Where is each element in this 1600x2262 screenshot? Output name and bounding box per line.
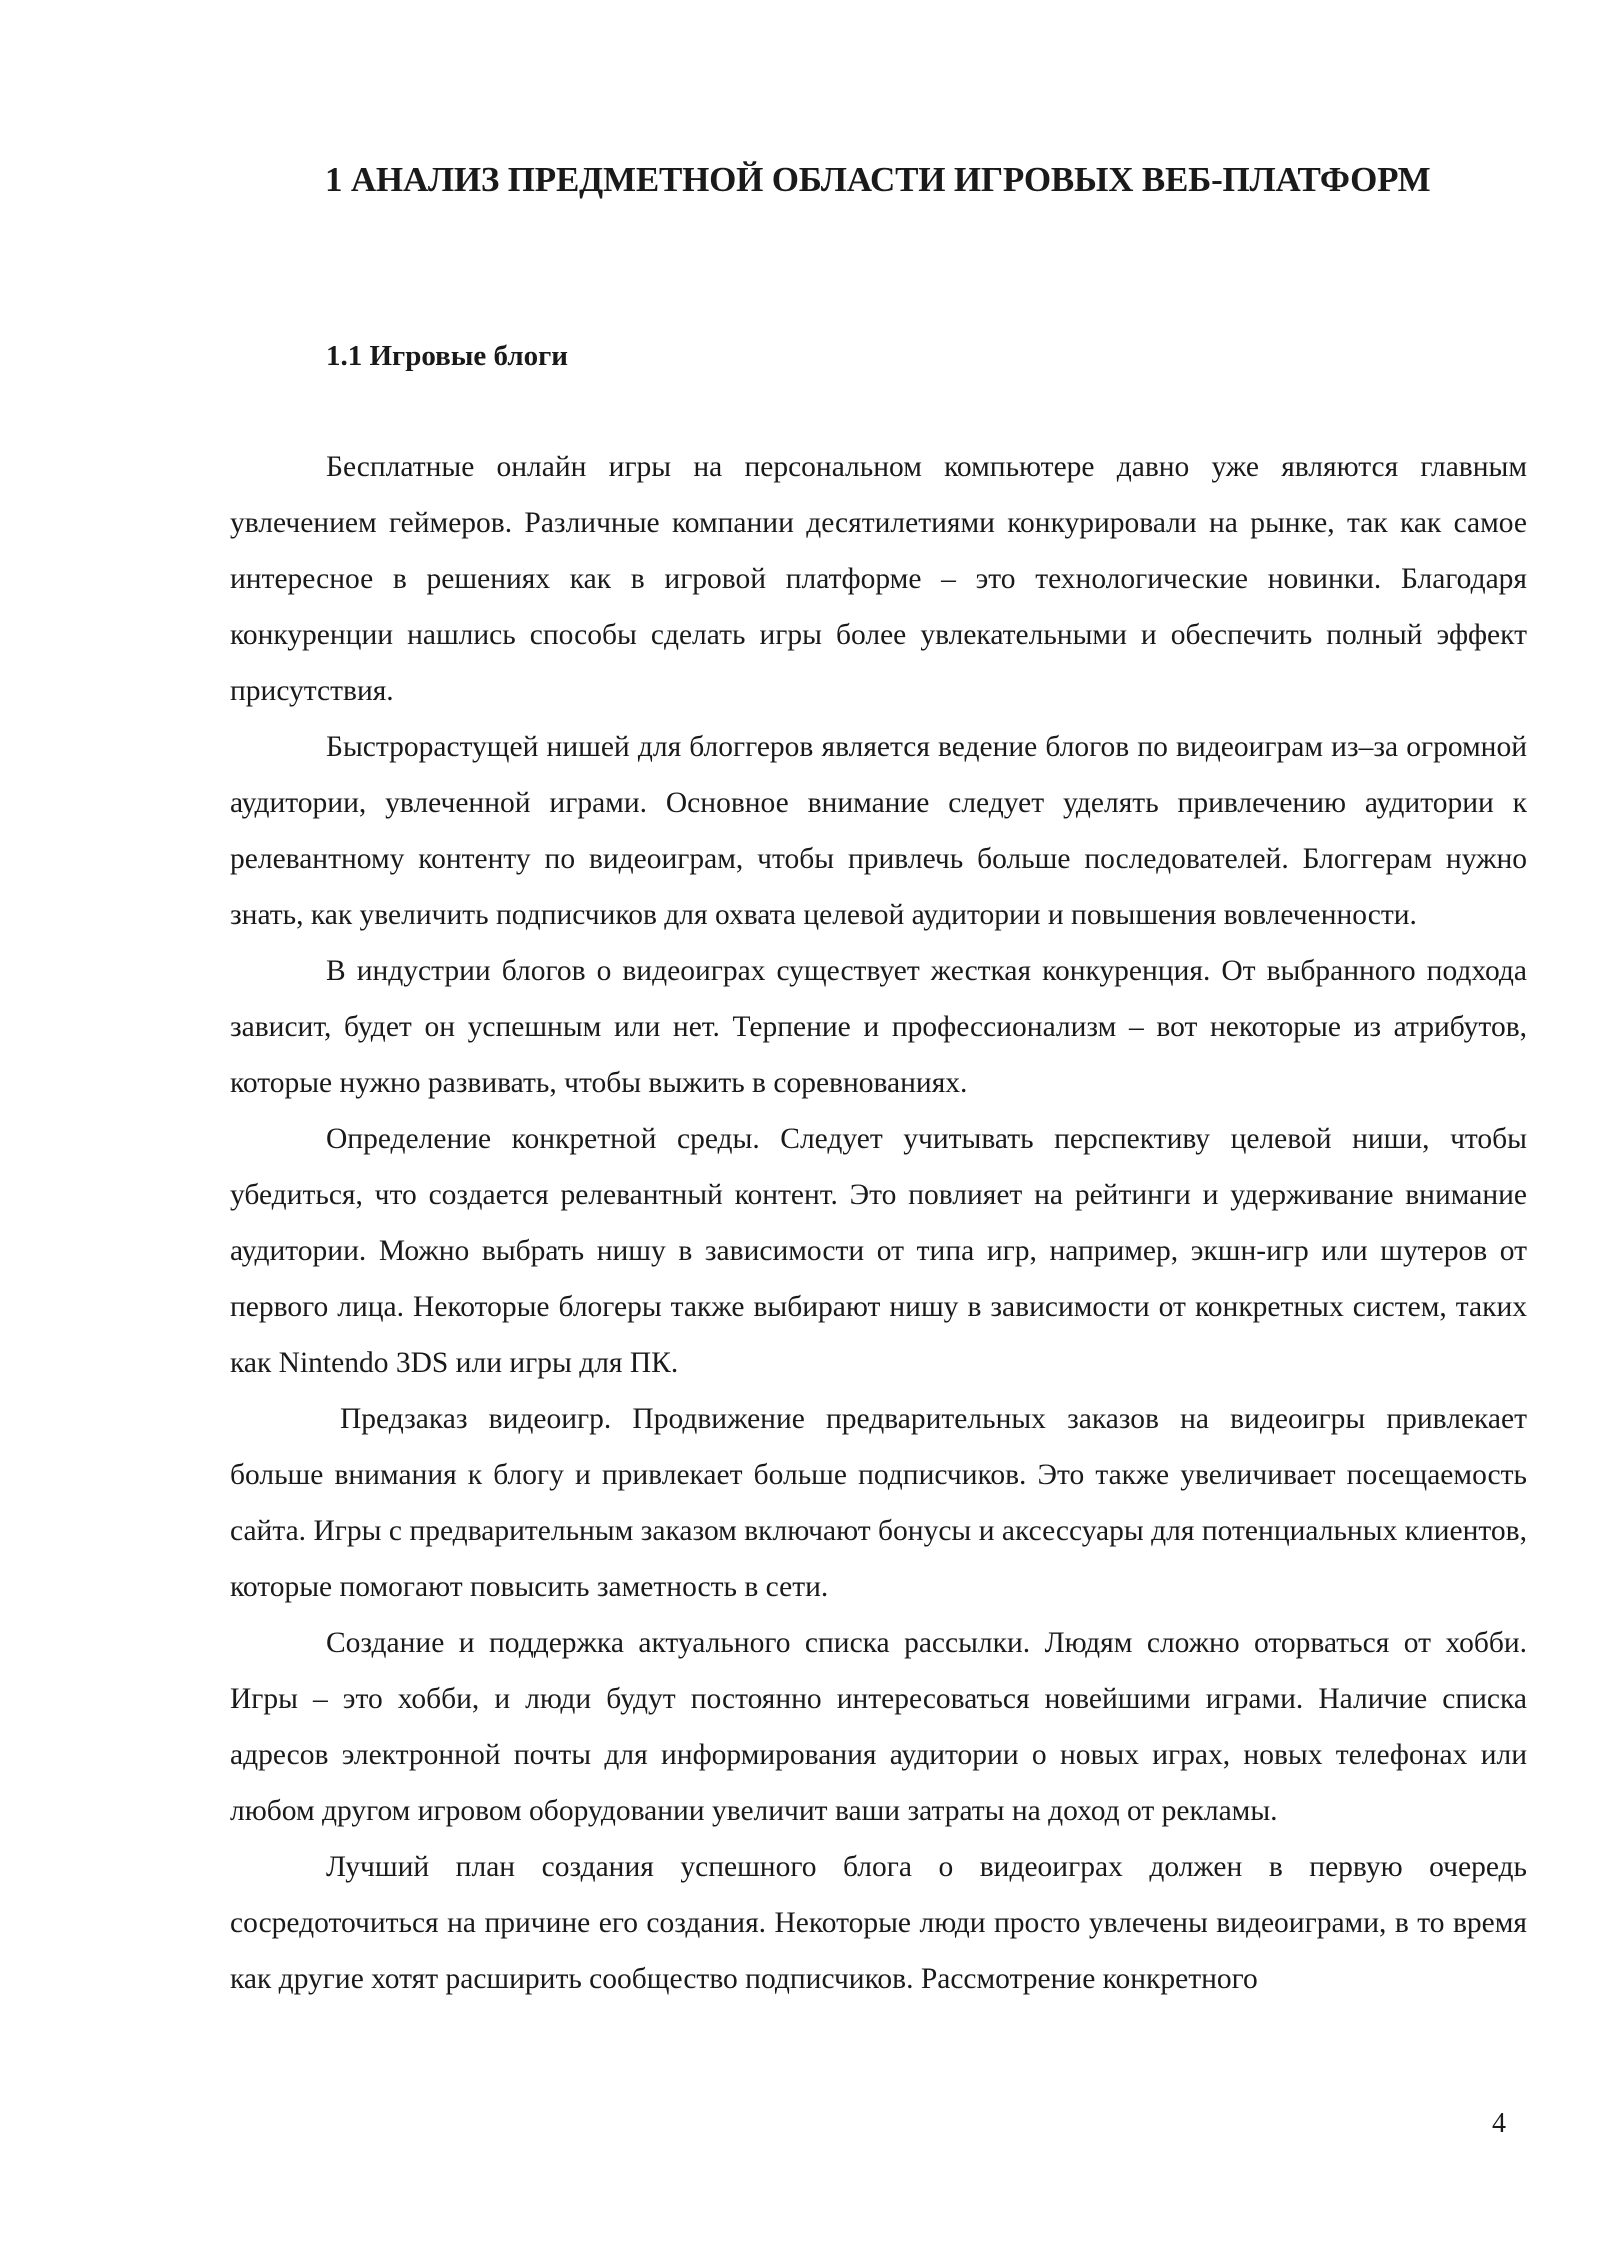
paragraph: Предзаказ видеоигр. Продвижение предварительных заказов на видеоигры привлекает больше внимания к блогу и привлекает больше подписчиков. Это также увеличивает посещаемость сайта. Игры с предварительным заказом включают бонусы и аксессуары для потенциальных клиентов, которые помогают повысить заметность в сети. bbox=[230, 1403, 1527, 1603]
page-number: 4 bbox=[1492, 2108, 1506, 2139]
paragraph: Определение конкретной среды. Следует учитывать перспективу целевой ниши, чтобы убедиться, что создается релевантный контент. Это повлияет на рейтинги и удерживание внимание аудитории. Можно выбрать нишу в зависимости от типа игр, например, экшн-игр или шутеров от первого лица. Некоторые блогеры также выбирают нишу в зависимости от конкретных систем, таких как Nintendo 3DS или игры для ПК. bbox=[230, 1123, 1527, 1379]
paragraph: В индустрии блогов о видеоиграх существует жесткая конкуренция. От выбранного подхода зависит, будет он успешным или нет. Терпение и профессионализм – вот некоторые из атрибутов, которые нужно развивать, чтобы выжить в соревнованиях. bbox=[230, 955, 1527, 1099]
paragraph: Быстрорастущей нишей для блоггеров является ведение блогов по видеоиграм из–за огромной аудитории, увлеченной играми. Основное внимание следует уделять привлечению аудитории к релевантному контенту по видеоиграм, чтобы привлечь больше последователей. Блоггерам нужно знать, как увеличить подписчиков для охвата целевой аудитории и повышения вовлеченности. bbox=[230, 731, 1527, 931]
body-text bbox=[230, 439, 1527, 2007]
section-title: 1.1 Игровые блоги bbox=[326, 340, 568, 372]
chapter-title: 1 АНАЛИЗ ПРЕДМЕТНОЙ ОБЛАСТИ ИГРОВЫХ ВЕБ-ПЛАТФОРМ bbox=[325, 160, 1431, 199]
paragraph: Бесплатные онлайн игры на персональном компьютере давно уже являются главным увлечением геймеров. Различные компании десятилетиями конкурировали на рынке, так как самое интересное в решениях как в игровой платформе – это технологические новинки. Благодаря конкуренции нашлись способы сделать игры более увлекательными и обеспечить полный эффект присутствия. bbox=[230, 451, 1527, 707]
paragraph: Создание и поддержка актуального списка рассылки. Людям сложно оторваться от хобби. Игры – это хобби, и люди будут постоянно интересоваться новейшими играми. Наличие списка адресов электронной почты для информирования аудитории о новых играх, новых телефонах или любом другом игровом оборудовании увеличит ваши затраты на доход от рекламы. bbox=[230, 1627, 1527, 1827]
paragraph: Лучший план создания успешного блога о видеоиграх должен в первую очередь сосредоточиться на причине его создания. Некоторые люди просто увлечены видеоиграми, в то время как другие хотят расширить сообщество подписчиков. Рассмотрение конкретного bbox=[230, 1851, 1527, 1995]
